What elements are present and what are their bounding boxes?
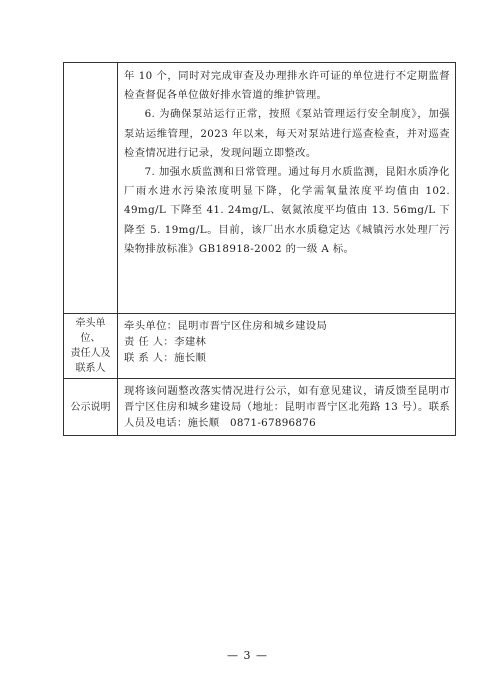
contact-person-text: 联 系 人：施长顺 <box>124 352 207 364</box>
responsible-row <box>64 314 456 379</box>
page-number: — 3 — <box>227 649 268 662</box>
responsible-label-line: 联系人 <box>75 363 106 374</box>
measures-paragraph-continued: 年 10 个，同时对完成审查及办理排水许可证的单位进行不定期监督检查督促各单位做好排水管道的维护管理。 <box>124 70 450 102</box>
notice-text: 现将该问题整改落实情况进行公示，如有意见建议，请反馈至昆明市晋宁区住房和城乡建设局（地址：昆明市晋宁区北苑路 13 号）。联系人员及电话：施长顺 0871-67896876 <box>124 385 450 429</box>
responsible-label-line: 责任人及 <box>70 348 111 359</box>
notice-label-cell: 公示说明 <box>64 379 118 436</box>
measures-paragraph-7: 7. 加强水质监测和日常管理。通过每月水质监测，昆阳水质净化厂雨水进水污染浓度明显下降，化学需氧量浓度平均值由 102. 49mg/L 下降至 41. 24mg/L、氨氮浓度平均值由 13. 56mg/L 下降至 5. 19mg/L。目前，该厂出水水质稳定达《城镇污水处理厂污染物排放标准》GB18918-2002 的一级 A 标。 <box>124 166 450 255</box>
responsible-label-line: 牵头单位、 <box>75 318 106 344</box>
measures-content-cell <box>118 63 456 314</box>
responsible-person-text: 责 任 人：李建林 <box>124 336 207 348</box>
measures-paragraph-6: 6. 为确保泵站运行正常，按照《泵站管理运行安全制度》，加强泵站运维管理，2023 年以来，每天对泵站进行巡查检查，并对巡查检查情况进行记录，发现问题立即整改。 <box>124 108 450 159</box>
rectification-table <box>63 62 456 436</box>
lead-unit-text: 牵头单位：昆明市晋宁区住房和城乡建设局 <box>124 320 328 332</box>
responsible-content-cell <box>118 314 456 379</box>
measures-row <box>64 63 456 314</box>
notice-content-cell <box>118 379 456 436</box>
responsible-label-cell <box>64 314 118 379</box>
measures-label-cell <box>64 63 118 314</box>
notice-row <box>64 379 456 436</box>
